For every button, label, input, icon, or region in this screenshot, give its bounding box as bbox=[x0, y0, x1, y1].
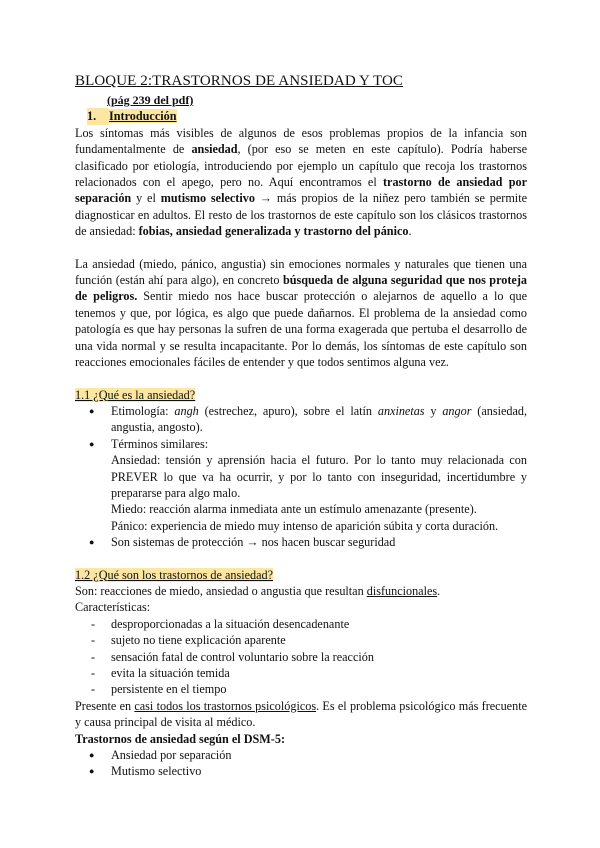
list-item: - desproporcionadas a la situación desencadenante bbox=[75, 616, 527, 632]
text-run: (ansiedad, angustia, angosto). bbox=[111, 403, 528, 435]
subsection-label: 1.1 ¿Qué es la ansiedad? bbox=[75, 387, 196, 402]
definition-ansiedad: Ansiedad: tensión y aprensión hacia el futuro. Por lo tanto muy relacionada con PREVER lo que va ha ocurrir, y por lo tanto con inseguridad, incertidumbre y prepararse para algo malo. bbox=[111, 453, 527, 500]
text-run: → más propios de la niñez pero también se permite diagnosticar en adultos. El resto de los trastornos de este capítulo son los clásicos trastornos de ansiedad: bbox=[75, 191, 527, 239]
bold-run: mutismo selectivo bbox=[160, 191, 255, 206]
section-number: 1. bbox=[87, 108, 109, 124]
italic-run: anxinetas bbox=[377, 403, 425, 418]
list-item: ● Ansiedad por separación bbox=[75, 747, 527, 763]
list-item-proteccion bbox=[75, 534, 527, 550]
intro-paragraph-2 bbox=[75, 256, 527, 371]
list-item: - evita la situación temida bbox=[75, 665, 527, 681]
definition-panico: Pánico: experiencia de miedo muy intenso de aparición súbita y corta duración. bbox=[111, 518, 499, 533]
intro-paragraph-1 bbox=[75, 125, 527, 240]
ansiedad-bullet-list bbox=[75, 403, 527, 452]
list-item: - sensación fatal de control voluntario sobre la reacción bbox=[75, 649, 527, 665]
definition-miedo: Miedo: reacción alarma inmediata ante un estímulo amenazante (presente). bbox=[111, 502, 477, 517]
presente-paragraph bbox=[75, 698, 527, 731]
section-heading-introduccion bbox=[87, 108, 527, 124]
list-item: - sujeto no tiene explicación aparente bbox=[75, 632, 527, 648]
page-reference: (pág 239 del pdf) bbox=[107, 93, 194, 107]
text-run: (estrechez, apuro), sobre el latín bbox=[198, 403, 378, 418]
text-run: Términos similares: bbox=[111, 436, 209, 451]
text-run: y bbox=[424, 403, 443, 418]
bold-run: trastorno de ansiedad por separación bbox=[75, 175, 527, 206]
text-run: La ansiedad (miedo, pánico, angustia) sin emociones normales y naturales que tienen una función (están ahí para algo), en concreto bbox=[75, 256, 527, 288]
underlined-run: disfuncionales bbox=[366, 583, 438, 598]
document-page bbox=[75, 72, 527, 780]
list-item: - persistente en el tiempo bbox=[75, 681, 527, 697]
italic-run: angor bbox=[442, 403, 472, 418]
subsection-label: 1.2 ¿Qué son los trastornos de ansiedad? bbox=[75, 567, 273, 582]
caracteristicas-list bbox=[75, 616, 527, 698]
list-item: ● Mutismo selectivo bbox=[75, 763, 527, 779]
text-run: . Es el problema psicológico más frecuente y causa principal de visita al médico. bbox=[75, 698, 527, 730]
italic-run: angh bbox=[174, 403, 199, 418]
underlined-run: casi todos los trastornos psicológicos bbox=[134, 698, 317, 713]
caracteristicas-label: Características: bbox=[75, 600, 151, 615]
section-label: Introducción bbox=[109, 109, 177, 124]
subsection-heading-trastornos-ansiedad bbox=[75, 567, 527, 583]
dsm5-list bbox=[75, 747, 527, 780]
text-run: Sentir miedo nos hace buscar protección o alejarnos de aquello a lo que tenemos y que, por lógica, es algo que puede dañarnos. El problema de la ansiedad como patología es que hay personas la sufren de una forma exagerada que pertuba el desarrollo de una vida normal y se resulta incapacitante. Por lo demás, los síntomas de este capítulo son reacciones emocionales fáciles de entender y que todos sentimos alguna vez. bbox=[75, 289, 527, 370]
son-line bbox=[75, 583, 527, 599]
protection-bullet-list bbox=[75, 534, 527, 550]
text-run: Etimología: bbox=[111, 403, 175, 418]
text-run: . bbox=[437, 583, 441, 598]
bold-run: fobias, ansiedad generalizada y trastorno del pánico bbox=[138, 224, 409, 239]
text-run: Son: reacciones de miedo, ansiedad o angustia que resultan bbox=[75, 583, 367, 598]
bold-run: ansiedad bbox=[191, 142, 238, 157]
bold-run: búsqueda de alguna seguridad que nos proteja de peligros. bbox=[75, 273, 527, 304]
text-run: Presente en bbox=[75, 698, 135, 713]
text-run: Son sistemas de protección → nos hacen buscar seguridad bbox=[111, 535, 396, 550]
text-run: , (por eso se meten en este capítulo). Podría haberse clasificado por etiología, introduciendo por ejemplo un capítulo que recoja los trastornos relacionados con el apego, pero no. Aquí encontramos el bbox=[75, 142, 527, 190]
document-title: BLOQUE 2:TRASTORNOS DE ANSIEDAD Y TOC bbox=[75, 73, 404, 89]
dsm5-heading: Trastornos de ansiedad según el DSM-5: bbox=[75, 731, 286, 746]
text-run: y el bbox=[131, 191, 161, 206]
subsection-heading-que-es-ansiedad bbox=[75, 387, 527, 403]
text-run: Los síntomas más visibles de algunos de esos problemas propios de la infancia son fundamentalmente de bbox=[75, 125, 527, 157]
text-run: . bbox=[408, 224, 412, 239]
list-item-terminos-similares bbox=[75, 436, 527, 452]
list-item-etimologia bbox=[75, 403, 527, 436]
